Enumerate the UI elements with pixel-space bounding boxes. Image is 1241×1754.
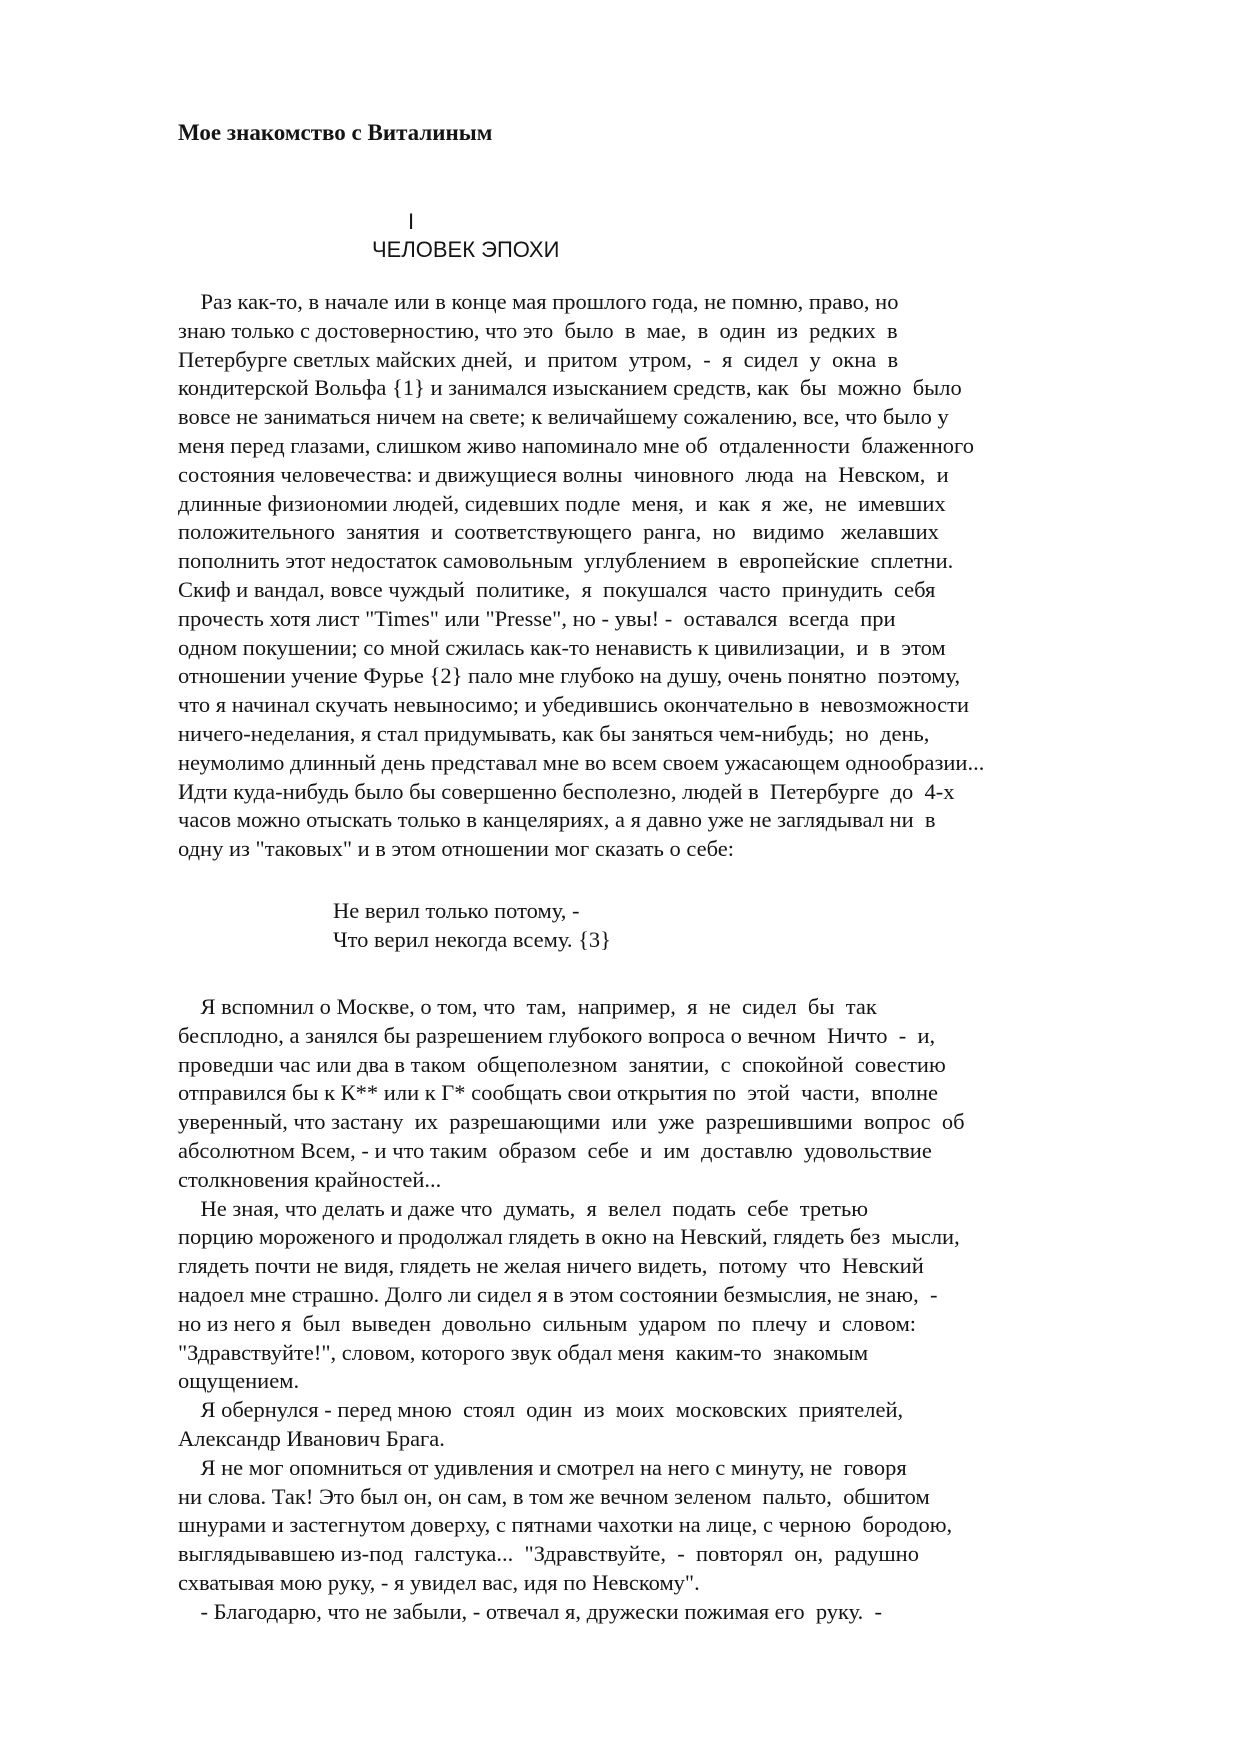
- text-line: проведши час или два в таком общеполезном занятии, с спокойной совестию: [178, 1051, 946, 1077]
- text-line: меня перед глазами, слишком живо напоминало мне об отдаленности блаженного: [178, 432, 974, 458]
- text-line: Петербурге светлых майских дней, и притом утром, - я сидел у окна в: [178, 346, 899, 372]
- text-line: одном покушении; со мной сжилась как-то ненависть к цивилизации, и в этом: [178, 634, 946, 660]
- text-line: Что верил некогда всему. {3}: [333, 926, 611, 952]
- page-title: Мое знакомство с Виталиным: [178, 120, 493, 145]
- text-line: Не зная, что делать и даже что думать, я велел подать себе третью: [178, 1195, 869, 1221]
- text-line: неумолимо длинный день представал мне во всем своем ужасающем однообразии...: [178, 749, 985, 775]
- text-line: выглядывавшею из-под галстука... "Здравствуйте, - повторял он, радушно: [178, 1541, 919, 1567]
- text-line: состояния человечества: и движущиеся волны чиновного люда на Невском, и: [178, 461, 949, 487]
- text-line: ни слова. Так! Это был он, он сам, в том же вечном зеленом пальто, обшитом: [178, 1483, 930, 1509]
- text-line: уверенный, что застану их разрешающими или уже разрешившими вопрос об: [178, 1109, 965, 1135]
- text-line: столкновения крайностей...: [178, 1166, 442, 1192]
- text-line: кондитерской Вольфа {1} и занимался изысканием средств, как бы можно было: [178, 375, 962, 401]
- text-line: надоел мне страшно. Долго ли сидел я в этом состоянии безмыслия, не знаю, -: [178, 1281, 938, 1307]
- text-line: шнурами и застегнутом доверху, с пятнами чахотки на лице, с черною бородою,: [178, 1512, 953, 1538]
- text-line: порцию мороженого и продолжал глядеть в окно на Невский, глядеть без мысли,: [178, 1224, 960, 1250]
- text-line: Я не мог опомниться от удивления и смотрел на него с минуту, не говоря: [178, 1454, 907, 1480]
- epigraph-poem: [333, 897, 611, 955]
- chapter-title: ЧЕЛОВЕК ЭПОХИ: [372, 237, 560, 262]
- text-line: пополнить этот недостаток самовольным углублением в европейские сплетни.: [178, 548, 954, 574]
- text-line: Идти куда-нибудь было бы совершенно бесполезно, людей в Петербурге до 4-х: [178, 778, 955, 804]
- text-line: схватывая мою руку, - я увидел вас, идя по Невскому".: [178, 1569, 700, 1595]
- text-line: "Здравствуйте!", словом, которого звук обдал меня каким-то знакомым: [178, 1339, 869, 1365]
- text-line: ничего-неделания, я стал придумывать, как бы заняться чем-нибудь; но день,: [178, 720, 930, 746]
- text-line: часов можно отыскать только в канцеляриях, а я давно уже не заглядывал ни в: [178, 807, 936, 833]
- chapter-number: I: [408, 209, 415, 234]
- text-line: абсолютном Всем, - и что таким образом себе и им доставлю удовольствие: [178, 1137, 932, 1163]
- text-line: прочесть хотя лист "Times" или "Presse", но - увы! - оставался всегда при: [178, 605, 896, 631]
- text-line: Скиф и вандал, вовсе чуждый политике, я покушался часто принудить себя: [178, 576, 936, 602]
- text-line: ощущением.: [178, 1368, 300, 1394]
- text-line: Раз как-то, в начале или в конце мая прошлого года, не помню, право, но: [178, 289, 899, 314]
- paragraph-2: [178, 993, 965, 1627]
- text-line: бесплодно, а занялся бы разрешением глубокого вопроса о вечном Ничто - и,: [178, 1022, 936, 1048]
- text-line: глядеть почти не видя, глядеть не желая ничего видеть, потому что Невский: [178, 1253, 924, 1279]
- text-line: вовсе не заниматься ничем на свете; к величайшему сожалению, все, что было у: [178, 404, 949, 430]
- paragraph-1: [178, 288, 984, 864]
- text-line: - Благодарю, что не забыли, - отвечал я, дружески пожимая его руку. -: [178, 1598, 883, 1624]
- text-line: но из него я был выведен довольно сильным ударом по плечу и словом:: [178, 1310, 917, 1336]
- text-line: Александр Иванович Брага.: [178, 1425, 445, 1451]
- text-line: Я вспомнил о Москве, о том, что там, например, я не сидел бы так: [178, 994, 877, 1019]
- text-line: одну из "таковых" и в этом отношении мог сказать о себе:: [178, 836, 734, 862]
- text-line: знаю только с достоверностию, что это было в мае, в один из редких в: [178, 317, 898, 343]
- text-line: что я начинал скучать невыносимо; и убедившись окончательно в невозможности: [178, 692, 970, 718]
- text-line: отправился бы к К** или к Г* сообщать свои открытия по этой части, вполне: [178, 1080, 939, 1106]
- text-line: отношении учение Фурье {2} пало мне глубоко на душу, очень понятно поэтому,: [178, 663, 961, 689]
- text-line: положительного занятия и соответствующего ранга, но видимо желавших: [178, 519, 939, 545]
- text-line: Не верил только потому, -: [333, 898, 580, 923]
- text-line: длинные физиономии людей, сидевших подле меня, и как я же, не имевших: [178, 490, 946, 516]
- text-line: Я обернулся - перед мною стоял один из моих московских приятелей,: [178, 1397, 904, 1423]
